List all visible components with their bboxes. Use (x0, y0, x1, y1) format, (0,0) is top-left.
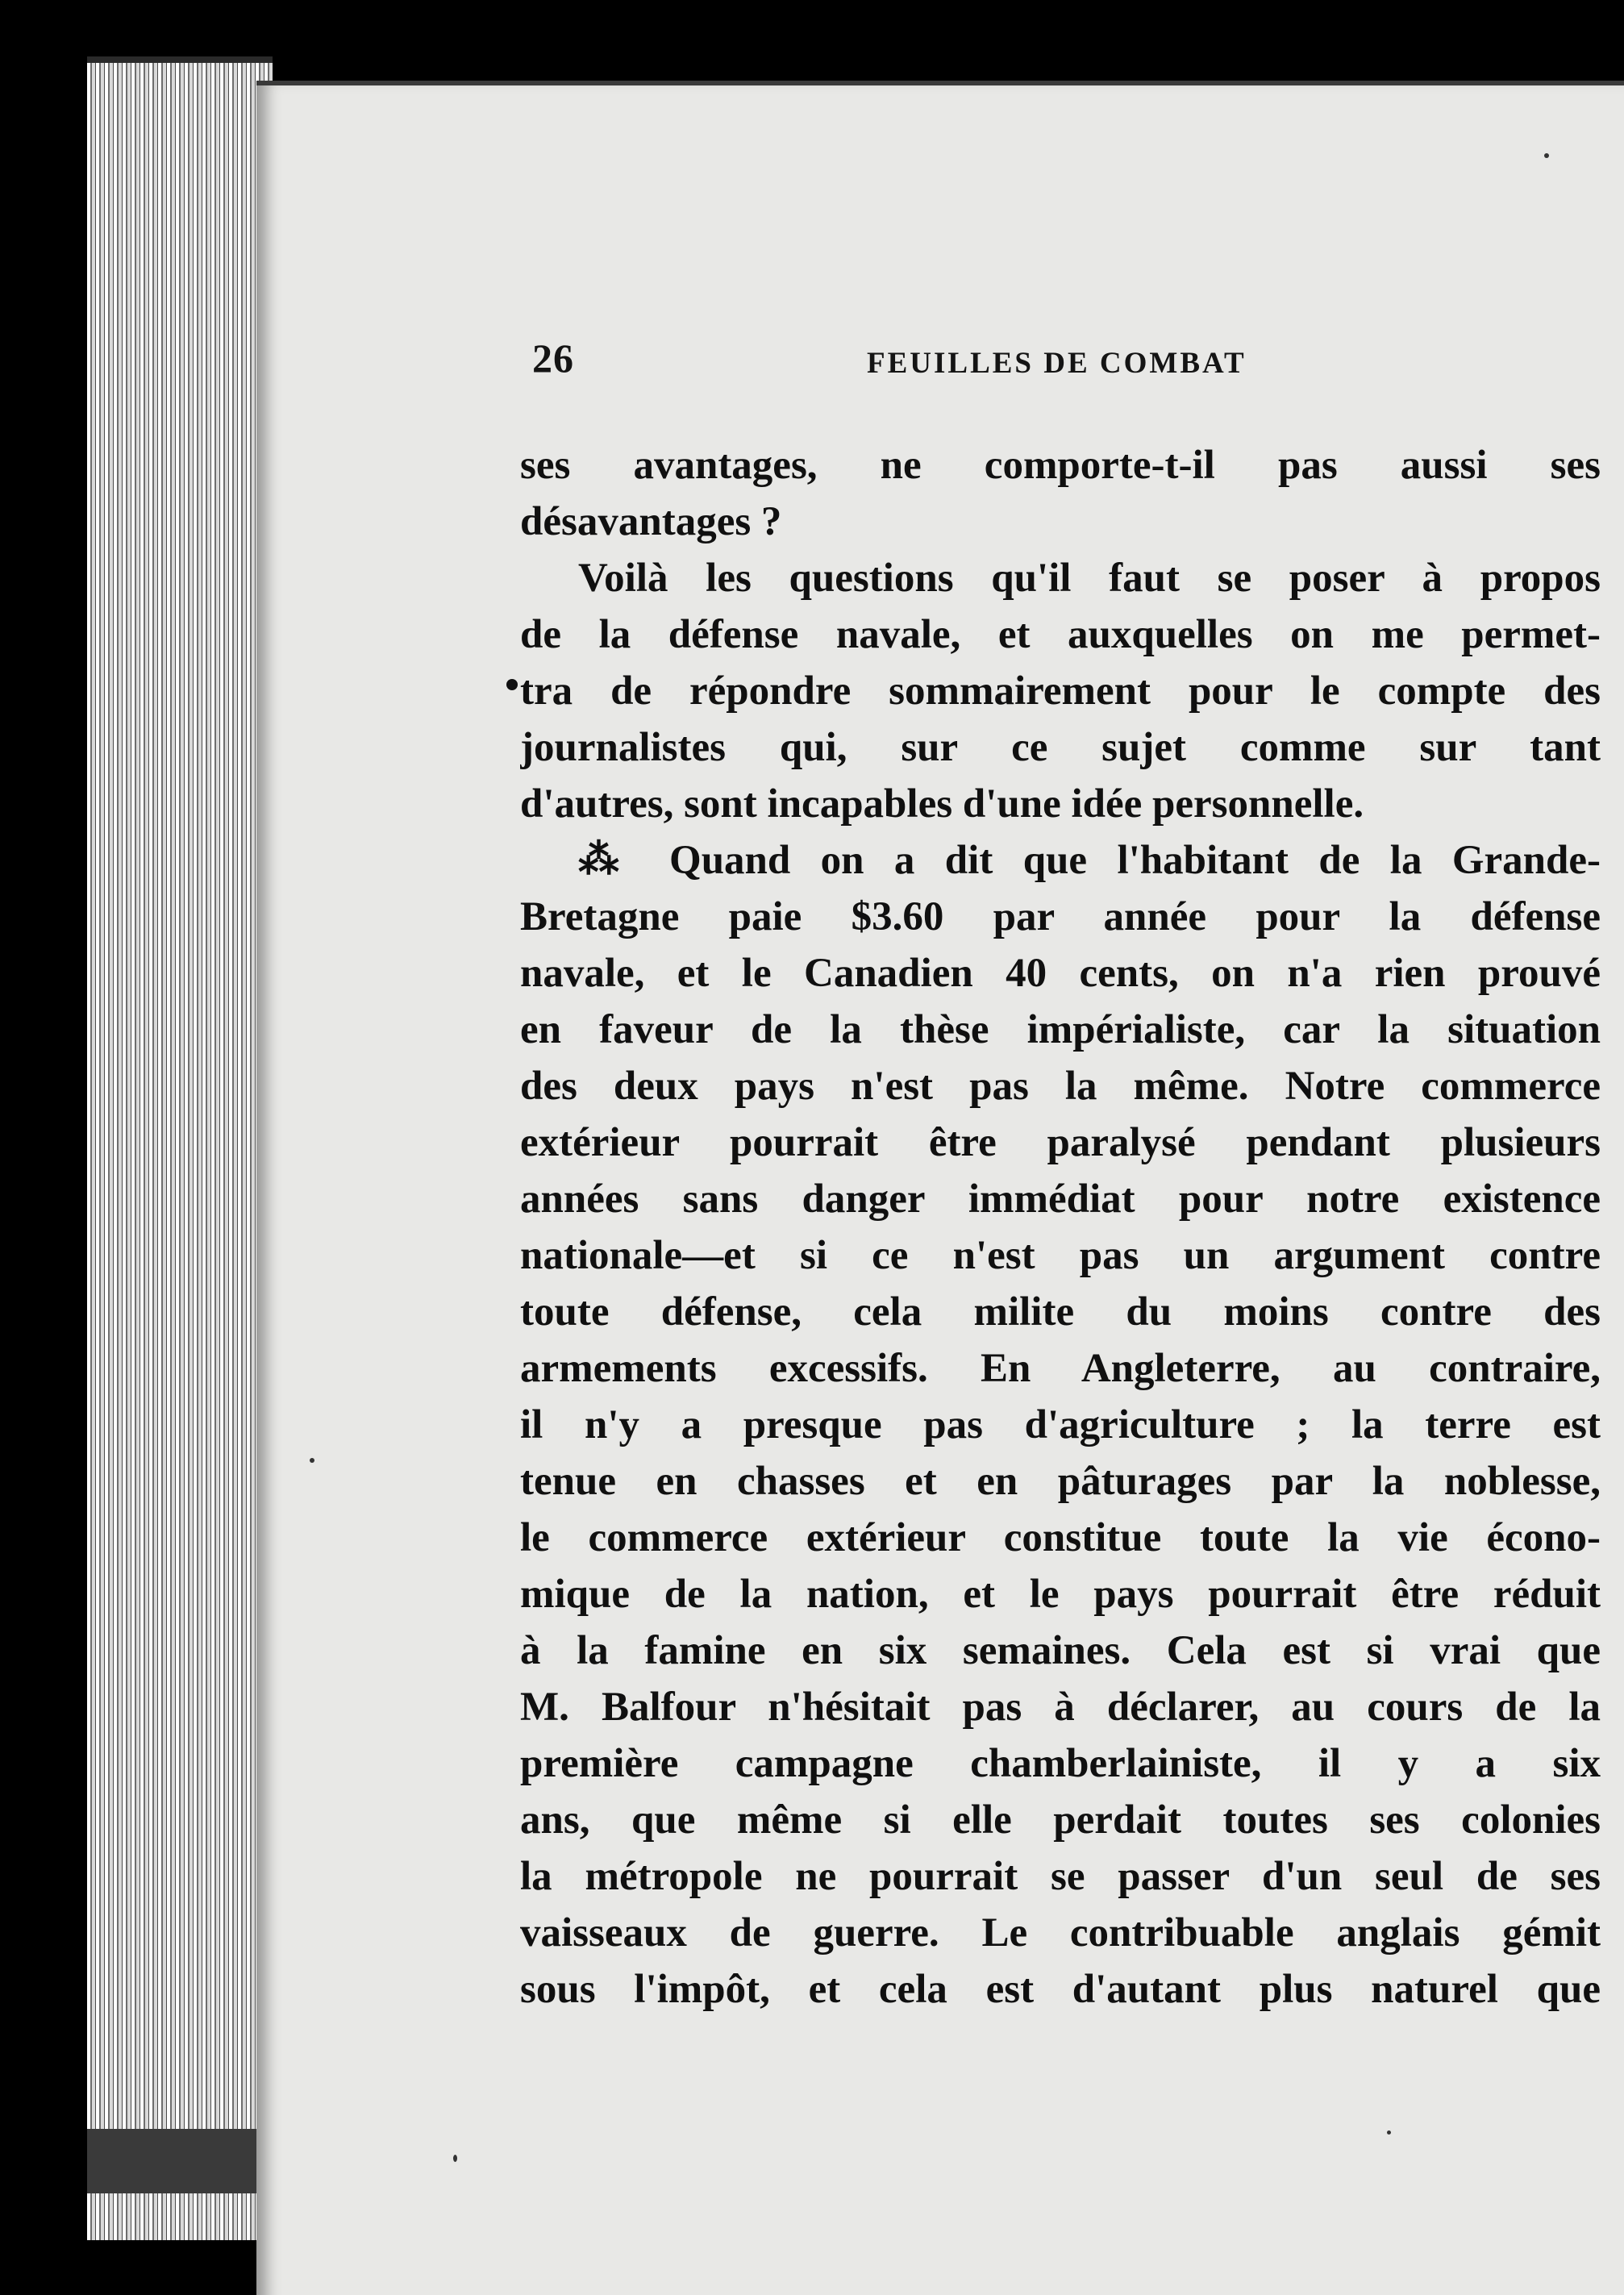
text-line: extérieur pourrait être paralysé pendant plusieurs (520, 1120, 1601, 1165)
text-line: vaisseaux de guerre. Le contribuable anglais gémit (520, 1910, 1601, 1956)
text-line: nationale—et si ce n'est pas un argument contre (520, 1233, 1601, 1278)
text-line: de la défense navale, et auxquelles on me permet- (520, 612, 1601, 657)
text-line: en faveur de la thèse impérialiste, car la situation (520, 1007, 1601, 1052)
paper-speck (1544, 153, 1549, 158)
text-line: M. Balfour n'hésitait pas à déclarer, au cours de la (520, 1685, 1601, 1730)
text-line: toute défense, cela milite du moins contre des (520, 1289, 1601, 1335)
text-line: ses avantages, ne comporte-t-il pas aussi ses (520, 443, 1601, 488)
text-line: journalistes qui, sur ce sujet comme sur tant (520, 725, 1601, 770)
text-line: d'autres, sont incapables d'une idée personnelle. (520, 781, 1364, 827)
text-line: tenue en chasses et en pâturages par la noblesse, (520, 1459, 1601, 1504)
margin-dot (506, 679, 518, 690)
text-line: tra de répondre sommairement pour le compte des (520, 669, 1601, 714)
text-line: navale, et le Canadien 40 cents, on n'a rien prouvé (520, 951, 1601, 996)
text-line: désavantages ? (520, 499, 782, 544)
text-line: première campagne chamberlainiste, il y a six (520, 1741, 1601, 1786)
text-line: ⁂ Quand on a dit que l'habitant de la Grande- (578, 838, 1601, 883)
text-line: il n'y a presque pas d'agriculture ; la terre est (520, 1402, 1601, 1447)
text-line: Bretagne paie $3.60 par année pour la défense (520, 894, 1601, 939)
text-line: mique de la nation, et le pays pourrait être réduit (520, 1572, 1601, 1617)
text-line: le commerce extérieur constitue toute la vie écono- (520, 1515, 1601, 1560)
paper-speck (453, 2155, 457, 2162)
page-number: 26 (532, 335, 574, 381)
text-line: à la famine en six semaines. Cela est si vrai que (520, 1628, 1601, 1673)
text-line: Voilà les questions qu'il faut se poser à propos (578, 556, 1601, 601)
text-line: ans, que même si elle perdait toutes ses colonies (520, 1797, 1601, 1843)
text-line: la métropole ne pourrait se passer d'un seul de ses (520, 1854, 1601, 1899)
page-edges-shadow (87, 2129, 281, 2193)
paper-speck (310, 1458, 314, 1463)
text-line: sous l'impôt, et cela est d'autant plus naturel que (520, 1967, 1601, 2012)
paper-speck (1387, 2130, 1391, 2135)
body-text (520, 437, 1601, 2018)
text-line: des deux pays n'est pas la même. Notre commerce (520, 1064, 1601, 1109)
running-head (532, 335, 1624, 391)
page-edges (87, 56, 273, 2240)
running-title: FEUILLES DE COMBAT (867, 347, 1247, 380)
text-line: années sans danger immédiat pour notre existence (520, 1177, 1601, 1222)
text-line: armements excessifs. En Angleterre, au contraire, (520, 1346, 1601, 1391)
